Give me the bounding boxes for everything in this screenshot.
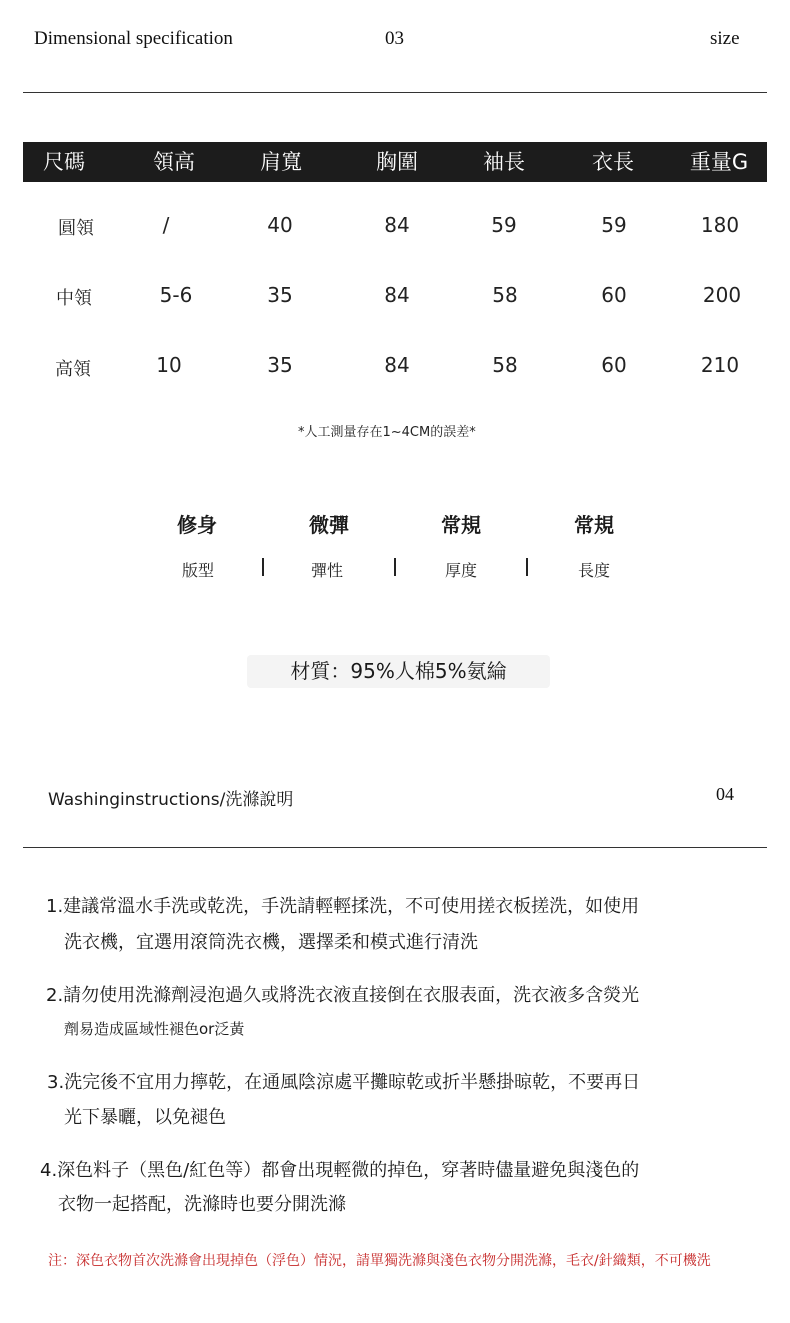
table-cell: 中領 [56,288,92,309]
table-cell: 圓領 [58,218,94,239]
table-cell: 60 [601,353,627,377]
warning-note: 注：深色衣物首次洗滌會出現掉色（浮色）情況，請單獨洗滌與淺色衣物分開洗滌，毛衣/針織類，不可機洗 [48,1253,711,1269]
attribute-label: 長度 [577,561,611,580]
section-title: Dimensional specification [34,28,233,49]
instruction-line: 衣物一起搭配，洗滌時也要分開洗滌 [58,1194,346,1215]
column-header: 肩寬 [260,150,302,174]
column-header: 胸圍 [376,150,418,174]
instruction-line: 2.請勿使用洗滌劑浸泡過久或將洗衣液直接倒在衣服表面，洗衣液多含熒光 [46,985,640,1006]
table-cell: 210 [700,353,740,377]
material-label: 材質：95%人棉5%氨綸 [247,655,550,688]
table-cell: 35 [267,353,293,377]
attribute-value: 修身 [177,513,217,537]
table-cell: 58 [492,353,518,377]
table-cell: 58 [492,283,518,307]
section-number: 03 [385,28,404,49]
divider [23,847,767,848]
attribute-label: 版型 [181,561,215,580]
table-cell: 59 [601,213,627,237]
table-cell: 200 [702,283,742,307]
column-header: 尺碼 [43,150,85,174]
attribute-label: 厚度 [444,561,478,580]
table-cell: 40 [267,213,293,237]
divider [23,92,767,93]
table-cell: 高領 [55,359,91,380]
column-header: 袖長 [483,150,525,174]
table-cell: 60 [601,283,627,307]
column-header: 重量G [689,150,749,174]
attribute-separator [394,558,396,576]
table-cell: 35 [267,283,293,307]
table-cell: 84 [384,213,410,237]
attribute-value: 常規 [574,513,614,537]
table-cell: 5-6 [159,283,193,307]
table-cell: 10 [156,353,182,377]
instruction-line: 劑易造成區域性褪色or泛黃 [64,1020,245,1038]
measurement-note: *人工測量存在1~4CM的誤差* [298,425,476,440]
attribute-value: 常規 [441,513,481,537]
instruction-line: 1.建議常溫水手洗或乾洗，手洗請輕輕揉洗，不可使用搓衣板搓洗，如使用 [46,896,640,917]
instruction-line: 洗衣機，宜選用滾筒洗衣機，選擇柔和模式進行清洗 [64,932,478,953]
section-label-size: size [710,28,740,49]
instruction-line: 3.洗完後不宜用力擰乾，在通風陰涼處平攤晾乾或折半懸掛晾乾，不要再日 [47,1072,641,1093]
size-table-header [23,142,767,182]
attribute-value: 微彈 [309,513,349,537]
table-cell: 84 [384,283,410,307]
table-cell: 84 [384,353,410,377]
instruction-line: 4.深色料子（黑色/紅色等）都會出現輕微的掉色，穿著時儘量避免與淺色的 [40,1160,640,1181]
column-header: 衣長 [592,150,634,174]
table-cell: / [162,213,170,237]
attribute-separator [262,558,264,576]
attribute-separator [526,558,528,576]
instruction-line: 光下暴曬，以免褪色 [64,1107,226,1128]
section-number: 04 [716,784,734,804]
column-header: 領高 [153,150,195,174]
table-cell: 59 [491,213,517,237]
washing-title: Washinginstructions/洗滌說明 [48,790,294,810]
table-cell: 180 [700,213,740,237]
attribute-label: 彈性 [310,561,344,580]
